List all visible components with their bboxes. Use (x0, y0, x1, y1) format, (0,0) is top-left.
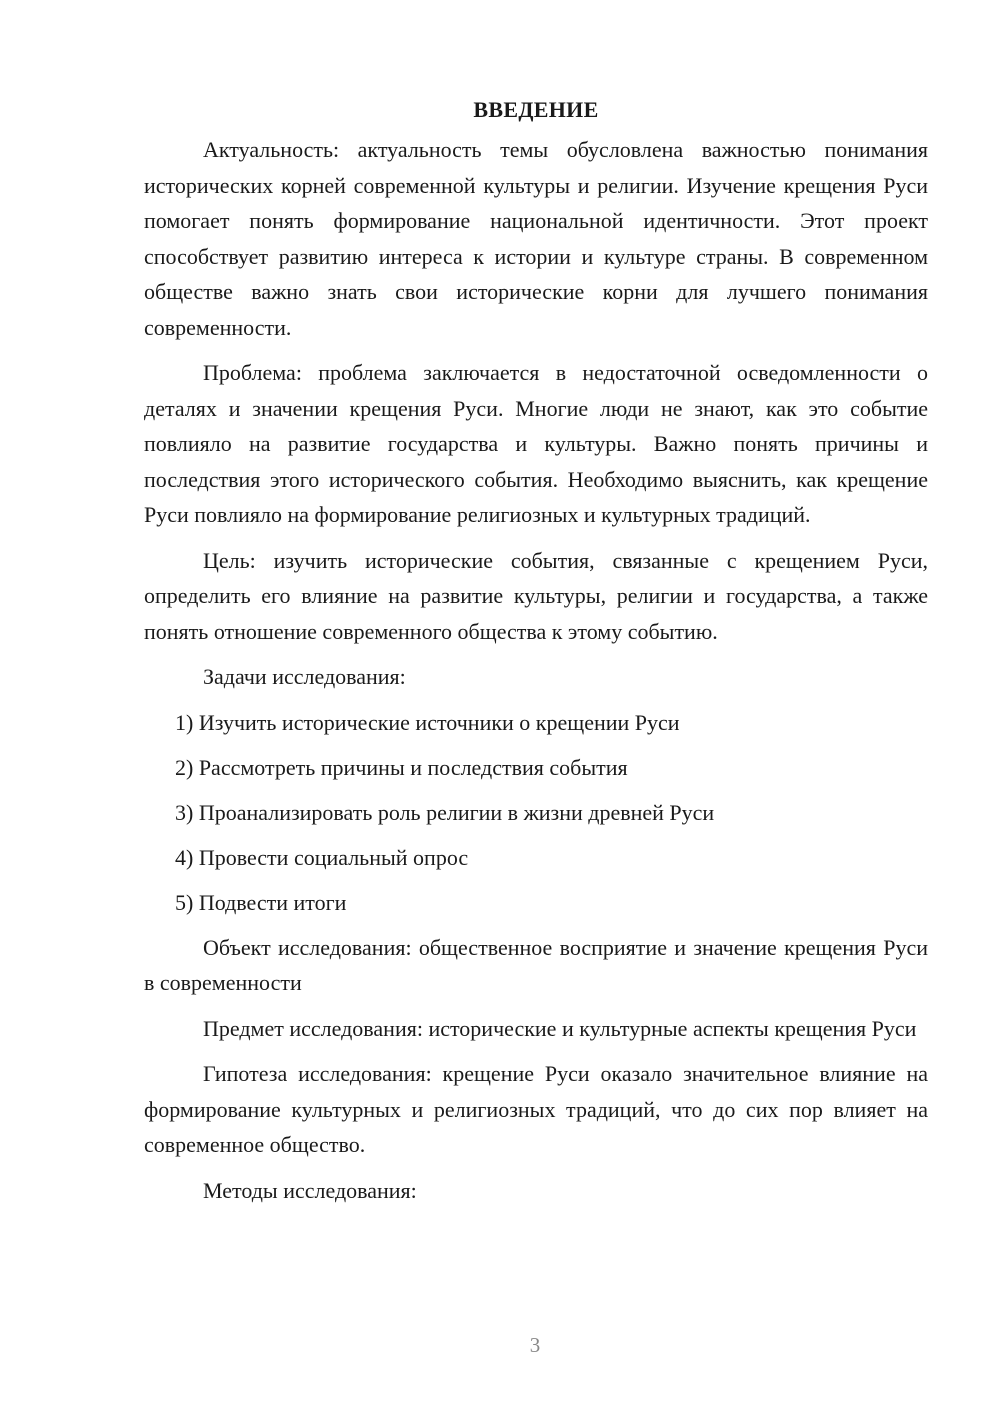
paragraph-problem: Проблема: проблема заключается в недостаточной осведомленности о деталях и значении крещения Руси. Многие люди не знают, как это событие повлияло на развитие государства и культуры. Важно понять причины и последствия этого исторического события. Необходимо выяснить, как крещение Руси повлияло на формирование религиозных и культурных традиций. (144, 360, 928, 527)
paragraph-relevance: Актуальность: актуальность темы обусловлена важностью понимания исторических корней современной культуры и религии. Изучение крещения Руси помогает понять формирование национальной идентичности. Этот проект способствует развитию интереса к истории и культуре страны. В современном обществе важно знать свои исторические корни для лучшего понимания современности. (144, 137, 928, 340)
paragraph-subject: Предмет исследования: исторические и культурные аспекты крещения Руси (203, 1015, 917, 1041)
page-number: 3 (529, 1333, 541, 1357)
document-page (144, 92, 928, 1218)
section-title: ВВЕДЕНИЕ (473, 97, 599, 122)
task-item: 4) Провести социальный опрос (175, 844, 469, 870)
methods-heading: Методы исследования: (203, 1177, 417, 1203)
paragraph-object: Объект исследования: общественное восприятие и значение крещения Руси в современности (144, 934, 928, 995)
paragraph-goal: Цель: изучить исторические события, связанные с крещением Руси, определить его влияние на развитие культуры, религии и государства, а также понять отношение современного общества к этому событию. (144, 547, 928, 644)
tasks-heading: Задачи исследования: (203, 664, 406, 689)
task-item: 1) Изучить исторические источники о крещении Руси (175, 709, 680, 735)
task-list (144, 705, 928, 920)
task-item: 3) Проанализировать роль религии в жизни древней Руси (175, 799, 715, 825)
task-item: 5) Подвести итоги (175, 889, 347, 915)
task-item: 2) Рассмотреть причины и последствия события (175, 754, 628, 780)
paragraph-hypothesis: Гипотеза исследования: крещение Руси оказало значительное влияние на формирование культурных и религиозных традиций, что до сих пор влияет на современное общество. (144, 1061, 928, 1157)
